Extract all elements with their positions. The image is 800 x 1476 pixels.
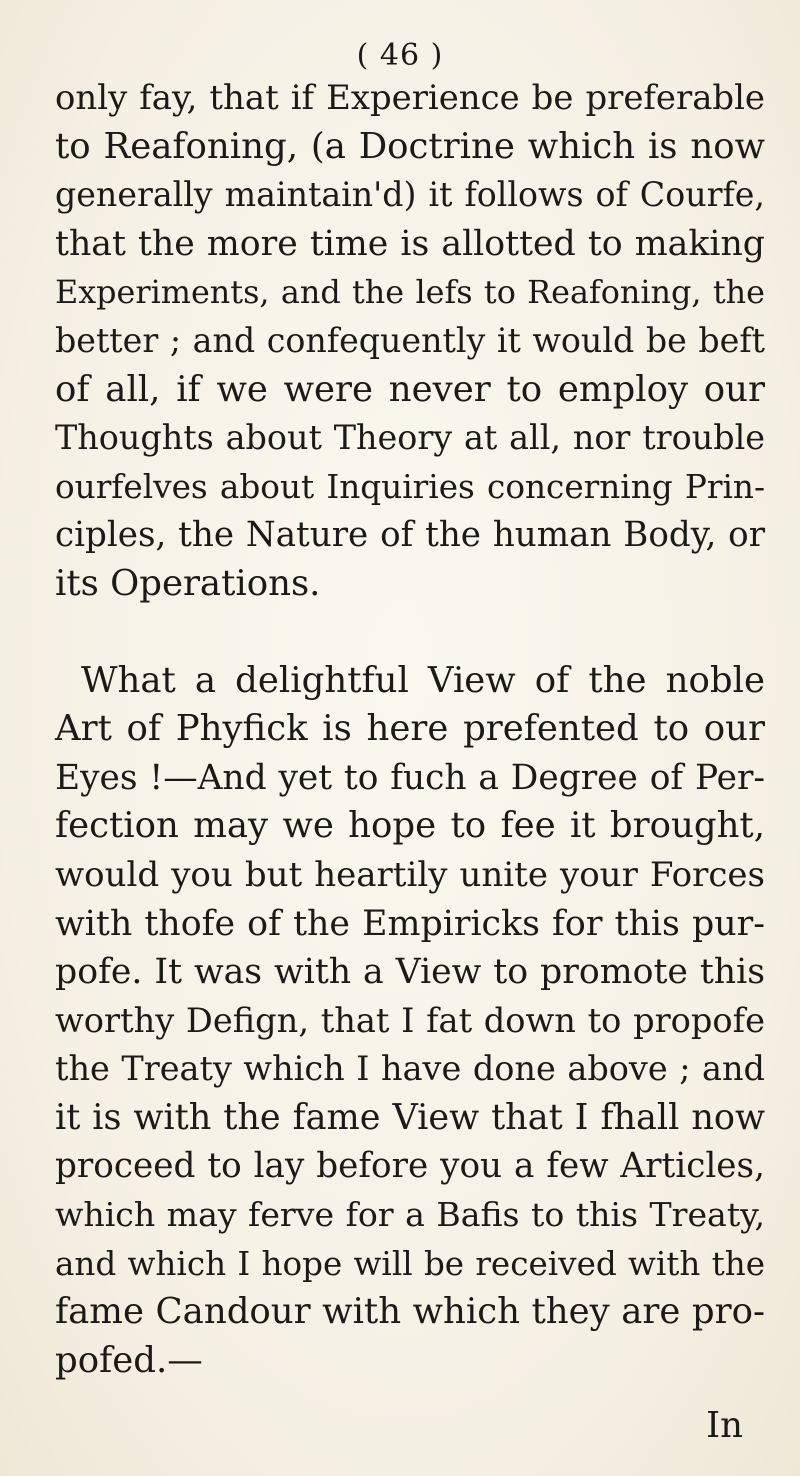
paragraph-1 xyxy=(55,74,765,609)
text-line: the Treaty which I have done above ; and xyxy=(55,1049,765,1089)
text-line: fection may we hope to fee it brought, xyxy=(55,805,765,847)
text-line: it is with the fame View that I fhall now xyxy=(55,1096,765,1138)
text-line: proceed to lay before you a few Articles, xyxy=(55,1146,765,1187)
catchword: In xyxy=(706,1405,743,1446)
text-line: ourfelves about Inquiries concerning Prin- xyxy=(55,467,765,506)
text-line: only fay, that if Experience be preferable xyxy=(55,78,765,117)
text-line: its Operations. xyxy=(55,562,321,604)
text-line: worthy Defign, that I fat down to propofe xyxy=(55,1000,765,1040)
text-line: Art of Phyfick is here prefented to our xyxy=(55,708,765,750)
text-line: Experiments, and the lefs to Reafoning, the xyxy=(55,273,765,312)
text-line: better ; and confequently it would be beft xyxy=(55,320,765,360)
text-line: generally maintain'd) it follows of Courfe, xyxy=(55,175,765,215)
text-line: of all, if we were never to employ our xyxy=(55,368,765,410)
text-line: pofe. It was with a View to promote this xyxy=(55,952,765,993)
text-line: fame Candour with which they are pro- xyxy=(55,1291,765,1333)
page-number: ( 46 ) xyxy=(356,38,444,73)
text-line: with thofe of the Empiricks for this pur- xyxy=(55,903,765,944)
text-line: ciples, the Nature of the human Body, or xyxy=(55,515,765,556)
text-line: and which I hope will be received with the xyxy=(55,1244,765,1283)
text-line: that the more time is allotted to making xyxy=(55,223,765,264)
body-text xyxy=(55,74,765,1385)
text-line: pofed.— xyxy=(55,1339,203,1381)
text-line: What a delightful View of the noble xyxy=(81,659,765,701)
paragraph-2 xyxy=(55,657,765,1386)
text-line: to Reafoning, (a Doctrine which is now xyxy=(55,125,765,167)
text-line: Thoughts about Theory at all, nor trouble xyxy=(55,418,765,458)
text-line: Eyes !—And yet to fuch a Degree of Per- xyxy=(55,757,765,798)
text-line: which may ferve for a Bafis to this Treaty, xyxy=(55,1195,765,1235)
text-line: would you but heartily unite your Forces xyxy=(55,854,765,895)
paragraph-gap xyxy=(55,609,765,657)
